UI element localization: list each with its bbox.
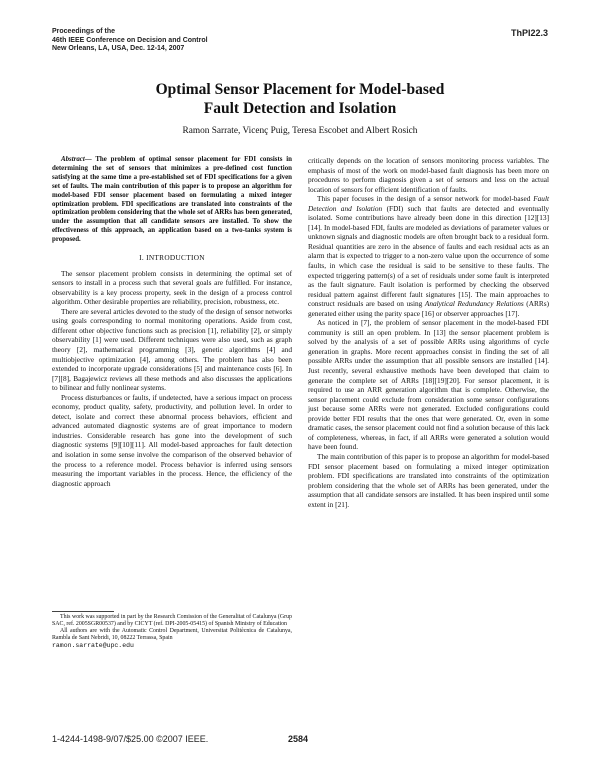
title-line-1: Optimal Sensor Placement for Model-based xyxy=(155,81,445,98)
intro-paragraph-4 xyxy=(308,194,549,318)
footnote-divider xyxy=(52,611,114,612)
authors: Ramon Sarrate, Vicenç Puig, Teresa Escobet and Albert Rosich xyxy=(182,126,418,136)
left-column xyxy=(52,156,292,488)
right-column xyxy=(308,156,549,509)
header-line-3: New Orleans, LA, USA, Dec. 12-14, 2007 xyxy=(52,45,185,52)
intro-paragraph-3: Process disturbances or faults, if undetected, have a serious impact on process economy, product quality, safety, productivity, and pollution level. In order to detect, isolate and correct these abnormal process behaviors, efficient and advanced automated diagnostic systems are of great importance to modern industries. Considerable research has gone into the development of such diagnostic systems [9][10][11]. All model-based approaches for fault detection and isolation in some sense involve the comparison of the observed behavior of the process to a reference model. Process behavior is inferred using sensors measuring the important variables in the process. Hence, the efficiency of the diagnostic approach xyxy=(52,392,292,488)
page-number: 2584 xyxy=(288,734,309,744)
abstract-text: — The problem of optimal sensor placement for FDI consists in determining the set of sensors that minimizes a pre-defined cost function satisfying at the same time a pre-established set of FDI specifications for a given set of faults. The main contribution of this paper is to propose an algorithm for model-based FDI sensor placement based on formulating a mixed integer optimization problem. FDI specifications are translated into constraints of the optimization problem considering that the whole set of ARRs has been generated, under the assumption that all candidate sensors are installed. To show the effectiveness of this approach, an application based on a two-tanks system is proposed. xyxy=(52,156,292,244)
intro-paragraph-2: There are several articles devoted to the study of the design of sensor networks using goals corresponding to normal monitoring operations. Aside from cost, different other objective functions such as precision [1], reliability [2], or simply observability [1] were used. Different techniques were also used, such as graph theory [2], mathematical programming [3], genetic algorithms [4] and multiobjective optimization [4], among others. The problem has also been extended to incorporate upgrade considerations [5] and maintenance costs [6]. In [7][8], Bagajewicz reviews all these methods and also discusses the applications to bilinear and fully nonlinear systems. xyxy=(52,306,292,393)
intro-paragraph-5: As noticed in [7], the problem of sensor placement in the model-based FDI community is still an open problem. In [13] the sensor placement problem is solved by the analysis of a set of possible ARRs using algorithms of cycle generation in graphs. More recent approaches consist in finding the set of all possible ARRs under the assumption that all possible sensors are installed [14]. Just recently, several exhaustive methods have been developed that claim to generate the complete set of ARRs [18][19][20]. For sensor placement, it is required to use an ARR generation algorithm that is complete. Otherwise, the sensor placement could exclude from consideration some sensor configurations just because some ARRs were not generated. Excluded configurations could provide better FDI results that the ones that were generated. Or, even in some dramatic cases, the sensor placement could not find a solution because of this lack of completeness, whereas, in fact, if all ARRs were generated a solution would have been found. xyxy=(308,318,549,452)
emphasis-arr: Analytical Redundancy Relations xyxy=(424,299,524,309)
text-run: This paper focuses in the design of a sensor network for model-based xyxy=(317,194,534,204)
header-line-2: 46th IEEE Conference on Decision and Control xyxy=(52,36,208,44)
footnote-email: ramon.sarrate@upc.edu xyxy=(52,642,134,650)
title-line-2: Fault Detection and Isolation xyxy=(203,100,397,117)
abstract-label: Abstract xyxy=(61,156,85,163)
text-run: (FDI) such that faults are detected and eventually isolated. Some contributions have already been done in this direction [12][13][14]. In model-based FDI, faults are modeled as deviations of parameter values or unknown signals and diagnostic models are often brought back to a residual form. Residual quantities are zero in the absence of faults and each residual acts as an alarm that is expected to trigger to a non-zero value upon the occurrence of some faults, in which case the residual is said to be sensitive to these faults. The expected triggering pattern(s) of a set of residuals under some fault is interpreted as the fault signature. Fault isolation is performed by checking the observed residual pattern against different fault signatures [15]. The main approaches to construct residuals are based on using xyxy=(308,203,549,309)
intro-continuation: critically depends on the location of sensors monitoring process variables. The emphasis of most of the work on model-based fault diagnosis has been more on procedures to perform diagnosis given a set of sensors and less on the actual location of sensors for efficient identification of faults. xyxy=(308,156,549,194)
isbn-copyright: 1-4244-1498-9/07/$25.00 ©2007 IEEE. xyxy=(52,734,209,744)
section-heading-introduction: I. INTRODUCTION xyxy=(139,253,205,263)
footnote-funding: This work was supported in part by the Research Comission of the Generalitat of Catalunya (Grup SAC, ref. 2005SGR00537) and by CICYT (ref. DPI-2005-05415) of Spanish Ministry of Education xyxy=(52,614,292,628)
paper-title xyxy=(52,80,548,118)
emphasis-fdi: Fault Detection and Isolation xyxy=(308,194,549,213)
abstract xyxy=(52,156,292,245)
text-run: (ARRs) generated either using the parity space [16] or observer approaches [17]. xyxy=(308,299,550,318)
intro-paragraph-6: The main contribution of this paper is to propose an algorithm for model-based FDI sensor placement based on formulating a mixed integer optimization problem. FDI specifications are translated into constraints of the optimization problem considering that the whole set of ARRs has been generated, under the assumption that all candidate sensors are installed. It has been inspired until some extent in [21]. xyxy=(308,451,549,509)
intro-paragraph-1: The sensor placement problem consists in determining the optimal set of sensors to install in a process such that several goals are fulfilled. For instance, observability is a key process property, seek in the design of a process control algorithm. Other desirable properties are reliability, precision, robustness, etc. xyxy=(52,268,292,307)
footnote xyxy=(52,614,292,649)
footnote-affiliation: All authors are with the Automatic Control Department, Universitat Politècnica de Catalunya, Rambla de Sant Nebridi, 10, 08222 Terrassa, Spain xyxy=(52,628,292,642)
paper-code: ThPI22.3 xyxy=(510,28,548,38)
conference-header xyxy=(52,28,208,54)
header-line-1: Proceedings of the xyxy=(52,28,116,35)
